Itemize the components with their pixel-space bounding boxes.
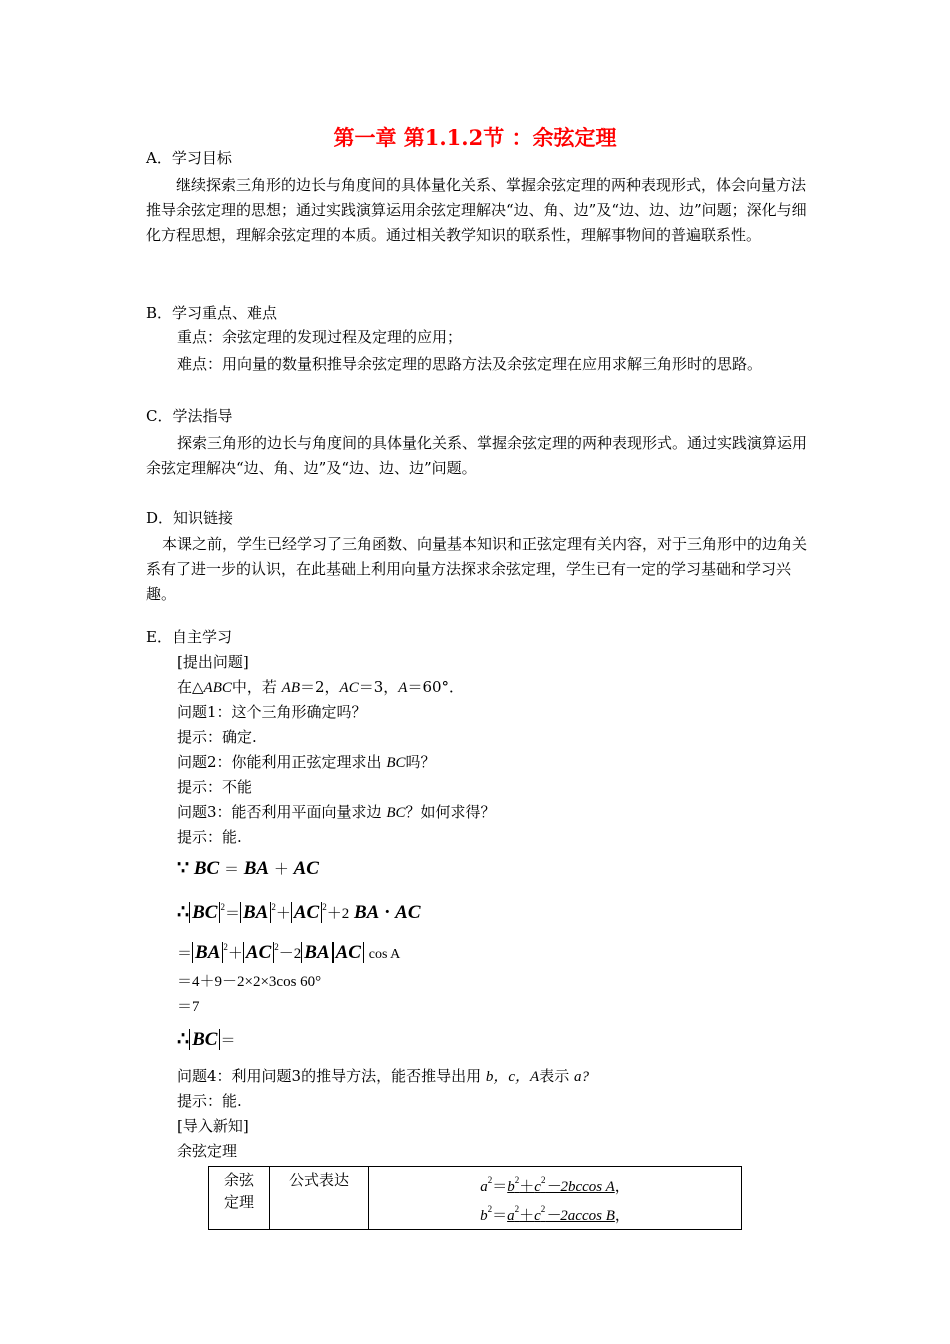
question-1: 问题1：这个三角形确定吗？ bbox=[177, 703, 367, 721]
formula-1: $a^2=b^2+c^2-2bccos$ A， bbox=[480, 1175, 630, 1195]
formula-2: $b^2=a^2+c^2-2accos$ B， bbox=[480, 1204, 630, 1224]
section-b-difficulty: 难点：用向量的数量积推导余弦定理的思路方法及余弦定理在应用求解三角形时的思路。 bbox=[177, 355, 763, 373]
table-cell-formula-label: 公式表达 bbox=[270, 1167, 369, 1230]
page-title: 第一章 第1.1.2节 ：余弦定理 bbox=[333, 125, 617, 150]
raise-question-label: [提出问题] bbox=[177, 653, 249, 671]
hint-1: 提示：确定. bbox=[177, 728, 257, 746]
hint-2: 提示：不能 bbox=[177, 778, 253, 796]
derivation-line-1: ∵ BC ＝ BA ＋ AC bbox=[177, 858, 319, 879]
import-new-label: [导入新知] bbox=[177, 1117, 249, 1135]
hint-4: 提示：能. bbox=[177, 1092, 242, 1110]
question-2: 问题2：你能利用正弦定理求出 BC吗？ bbox=[177, 753, 436, 771]
derivation-line-5: ＝7 bbox=[177, 999, 200, 1015]
cosine-law-table bbox=[208, 1166, 742, 1230]
problem-given: 在△ABC中，若 AB＝2，AC＝3，A＝60°． bbox=[177, 678, 465, 696]
derivation-line-6: ∴ BC ＝ bbox=[177, 1029, 236, 1050]
law-name: 余弦定理 bbox=[177, 1142, 238, 1160]
derivation-line-4: ＝4＋9－2×2×3cos 60° bbox=[177, 974, 322, 990]
table-row bbox=[209, 1167, 742, 1230]
section-a-body: 继续探索三角形的边长与角度间的具体量化关系、掌握余弦定理的两种表现形式，体会向量方法推导余弦定理的思想；通过实践演算运用余弦定理解决“边、角、边”及“边、边、边”问题；深化与细化方程思想，理解余弦定理的本质。通过相关教学知识的联系性，理解事物间的普遍联系性。 bbox=[146, 176, 807, 244]
table-cell-formulas bbox=[369, 1167, 742, 1230]
section-c-heading: C．学法指导 bbox=[146, 407, 233, 425]
section-b-heading: B．学习重点、难点 bbox=[146, 304, 278, 322]
section-c-body: 探索三角形的边长与角度间的具体量化关系、掌握余弦定理的两种表现形式。通过实践演算运用余弦定理解决“边、角、边”及“边、边、边”问题。 bbox=[146, 434, 808, 477]
section-e-heading: E．自主学习 bbox=[146, 628, 232, 646]
table-cell-law-name: 余弦 定理 bbox=[209, 1167, 270, 1230]
question-4: 问题4：利用问题3的推导方法，能否推导出用 b，c，A表示 a? bbox=[177, 1067, 589, 1085]
question-3: 问题3：能否利用平面向量求边 BC？如何求得？ bbox=[177, 803, 496, 821]
section-b-key-point: 重点：余弦定理的发现过程及定理的应用； bbox=[177, 328, 463, 346]
section-d-heading: D．知识链接 bbox=[146, 509, 234, 527]
derivation-line-2: ∴ BC $^2$＝ BA $^2$＋ AC $^2$＋2 BA · AC bbox=[177, 902, 421, 923]
derivation-line-3: ＝ BA $^2$＋ AC $^2$－2 BA AC cos A bbox=[177, 942, 401, 963]
section-d-body: 本课之前，学生已经学习了三角函数、向量基本知识和正弦定理有关内容，对于三角形中的边角关系有了进一步的认识，在此基础上利用向量方法探求余弦定理，学生已有一定的学习基础和学习兴趣。 bbox=[146, 535, 808, 603]
hint-3: 提示：能. bbox=[177, 828, 242, 846]
section-a-heading: A．学习目标 bbox=[146, 149, 232, 167]
